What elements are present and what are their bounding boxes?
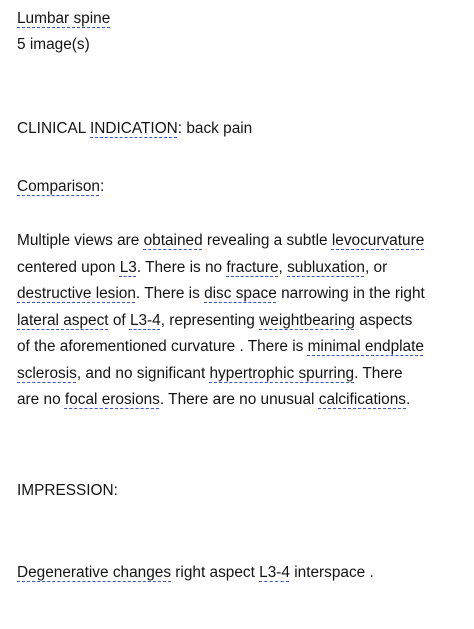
text-run: of <box>108 311 130 329</box>
comparison-colon: : <box>99 178 105 195</box>
text-run: , or <box>364 258 388 276</box>
clinical-indication-label-prefix: CLINICAL <box>17 120 90 137</box>
findings-paragraph <box>17 228 469 414</box>
text-run: . There is <box>135 285 205 302</box>
text-run: , representing <box>160 311 260 329</box>
impression-text <box>17 562 374 584</box>
clinical-indication-label-word: INDICATION <box>90 120 178 137</box>
flagged-term: disc space <box>204 285 277 302</box>
exam-name: Lumbar spine <box>17 10 111 27</box>
flagged-term: weightbearing <box>259 311 355 329</box>
text-run: . There are no unusual <box>159 391 319 408</box>
flagged-term: lateral aspect <box>17 311 109 329</box>
text-run: . There is no <box>136 258 227 276</box>
findings-line <box>17 281 469 308</box>
findings-line <box>17 308 469 335</box>
text-run: , and no significant <box>76 364 210 382</box>
flagged-term: levocurvature <box>331 232 425 249</box>
flagged-term: hypertrophic spurring <box>209 364 355 382</box>
text-run: right aspect <box>171 564 260 581</box>
text-run: aspects <box>354 311 413 329</box>
exam-title <box>17 8 110 30</box>
text-run: revealing a subtle <box>202 232 332 249</box>
findings-line <box>17 255 469 282</box>
text-run: centered upon <box>17 258 120 276</box>
image-count: 5 image(s) <box>17 36 90 53</box>
text-run: of the aforementioned curvature . There is <box>17 338 308 355</box>
flagged-term: sclerosis <box>17 364 77 382</box>
findings-line <box>17 387 469 414</box>
comparison <box>17 176 104 198</box>
findings-line <box>17 334 469 361</box>
flagged-term: Degenerative changes <box>17 564 172 581</box>
flagged-term: focal erosions <box>64 391 160 408</box>
findings-line <box>17 228 469 255</box>
clinical-indication <box>17 118 252 140</box>
flagged-term: obtained <box>143 232 203 249</box>
text-run: are no <box>17 391 65 408</box>
text-run: Multiple views are <box>17 232 144 249</box>
flagged-term: subluxation <box>287 258 365 276</box>
flagged-term: L3-4 <box>129 311 161 329</box>
text-run: . There <box>354 364 403 382</box>
flagged-term: L3-4 <box>259 564 290 581</box>
text-run: interspace . <box>289 564 374 581</box>
text-run: . <box>406 391 411 408</box>
text-run: , <box>278 258 288 276</box>
findings-line <box>17 361 469 388</box>
text-run: narrowing in the right <box>276 285 425 302</box>
comparison-label: Comparison <box>17 178 100 195</box>
flagged-term: L3 <box>119 258 137 276</box>
clinical-indication-value: : back pain <box>177 120 253 137</box>
flagged-term: destructive lesion <box>17 285 136 302</box>
flagged-term: minimal endplate <box>307 338 424 355</box>
flagged-term: calcifications <box>318 391 406 408</box>
flagged-term: fracture <box>226 258 279 276</box>
impression-heading: IMPRESSION: <box>17 482 118 499</box>
